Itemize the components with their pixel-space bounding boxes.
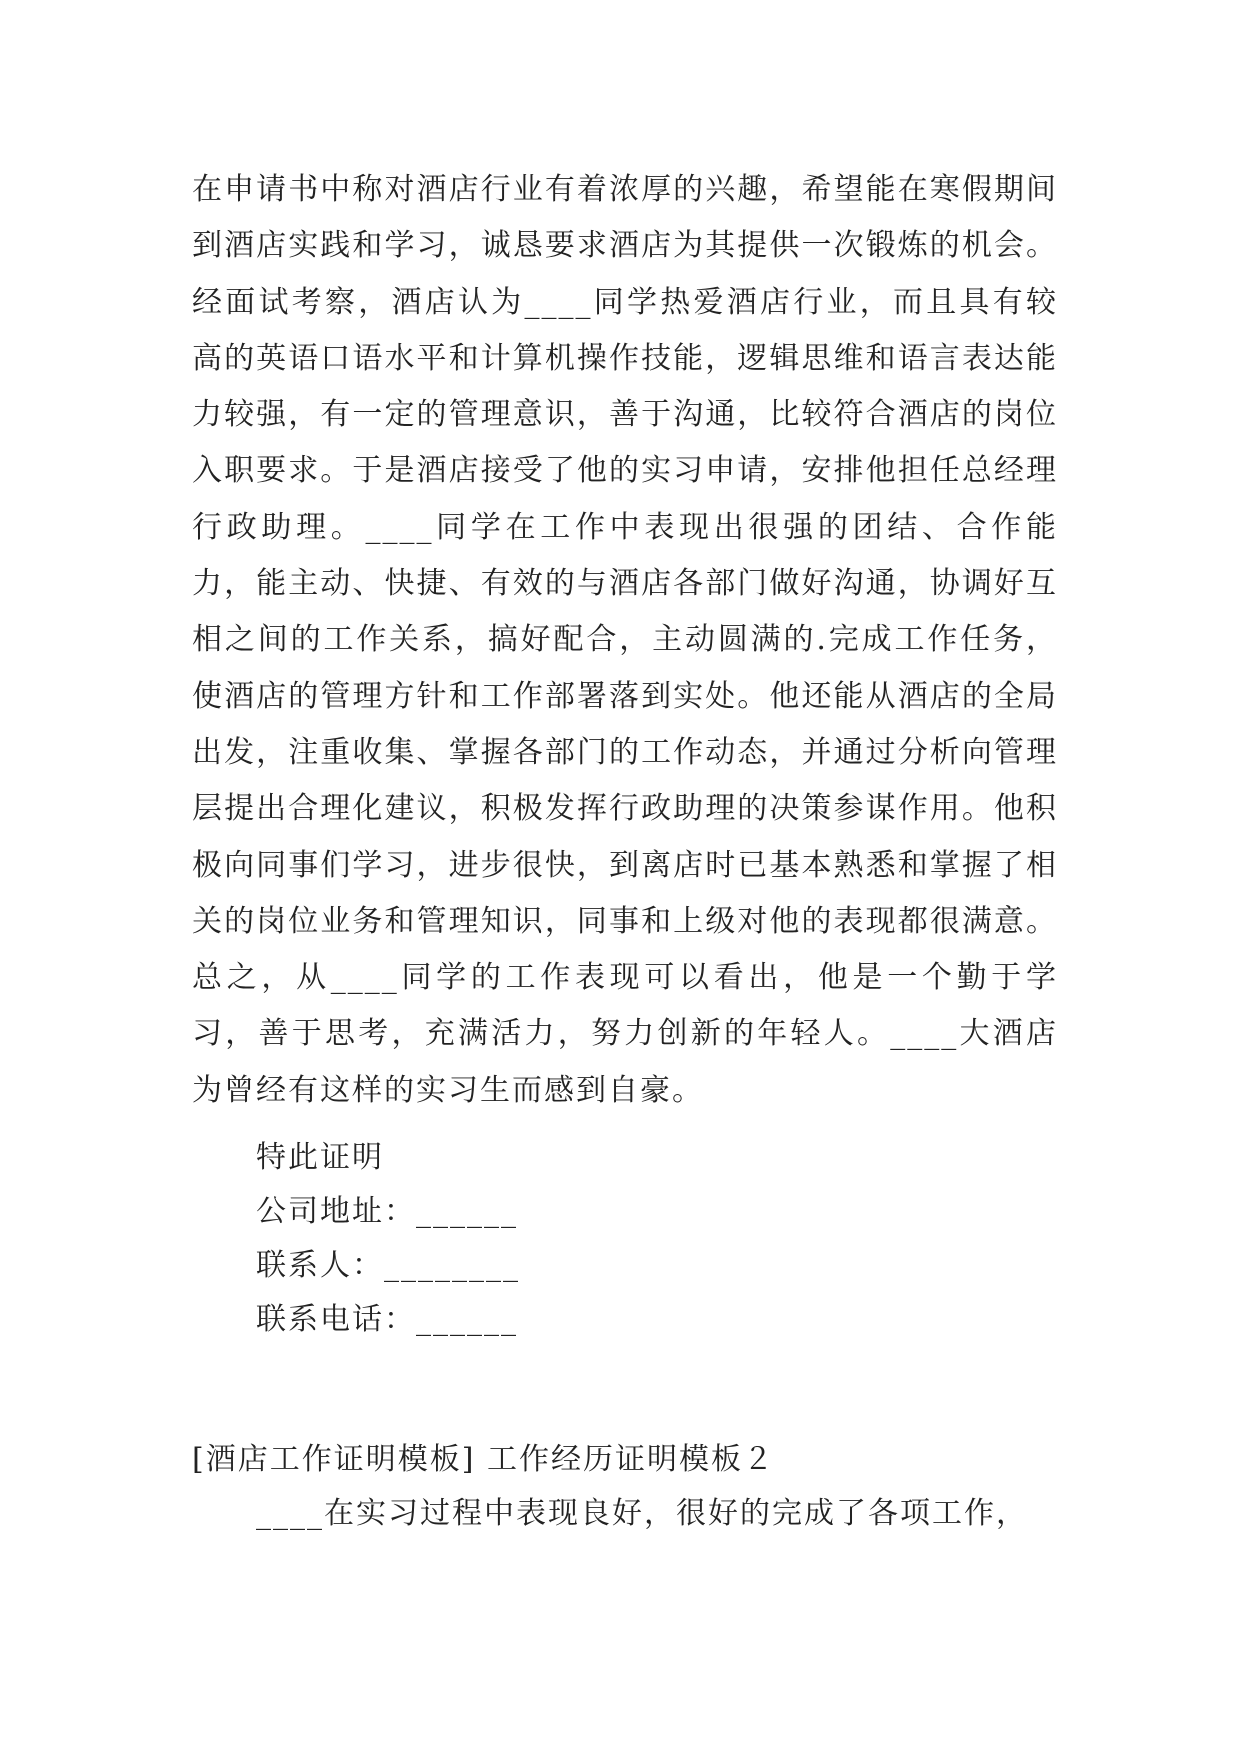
contact-person-line: 联系人：________: [256, 1248, 520, 1283]
contact-phone-line: 联系电话：______: [256, 1302, 518, 1337]
section-heading: [酒店工作证明模板] 工作经历证明模板２: [192, 1442, 775, 1477]
section-first-line: ____在实习过程中表现良好，很好的完成了各项工作，: [256, 1496, 1028, 1531]
body-paragraph: 在申请书中称对酒店行业有着浓厚的兴趣，希望能在寒假期间到酒店实践和学习，诚恳要求酒店为其提供一次锻炼的机会。经面试考察，酒店认为____同学热爱酒店行业，而且具有较高的英语口语水平和计算机操作技能，逻辑思维和语言表达能力较强，有一定的管理意识，善于沟通，比较符合酒店的岗位入职要求。于是酒店接受了他的实习申请，安排他担任总经理行政助理。____同学在工作中表现出很强的团结、合作能力，能主动、快捷、有效的与酒店各部门做好沟通，协调好互相之间的工作关系，搞好配合，主动圆满的.完成工作任务，使酒店的管理方针和工作部署落到实处。他还能从酒店的全局出发，注重收集、掌握各部门的工作动态，并通过分析向管理层提出合理化建议，积极发挥行政助理的决策参谋作用。他积极向同事们学习，进步很快，到离店时已基本熟悉和掌握了相关的岗位业务和管理知识，同事和上级对他的表现都很满意。总之，从____同学的工作表现可以看出，他是一个勤于学习，善于思考，充满活力，努力创新的年轻人。____大酒店为曾经有这样的实习生而感到自豪。: [192, 172, 1058, 1108]
company-address-line: 公司地址：______: [256, 1194, 518, 1229]
certify-line: 特此证明: [256, 1140, 384, 1175]
